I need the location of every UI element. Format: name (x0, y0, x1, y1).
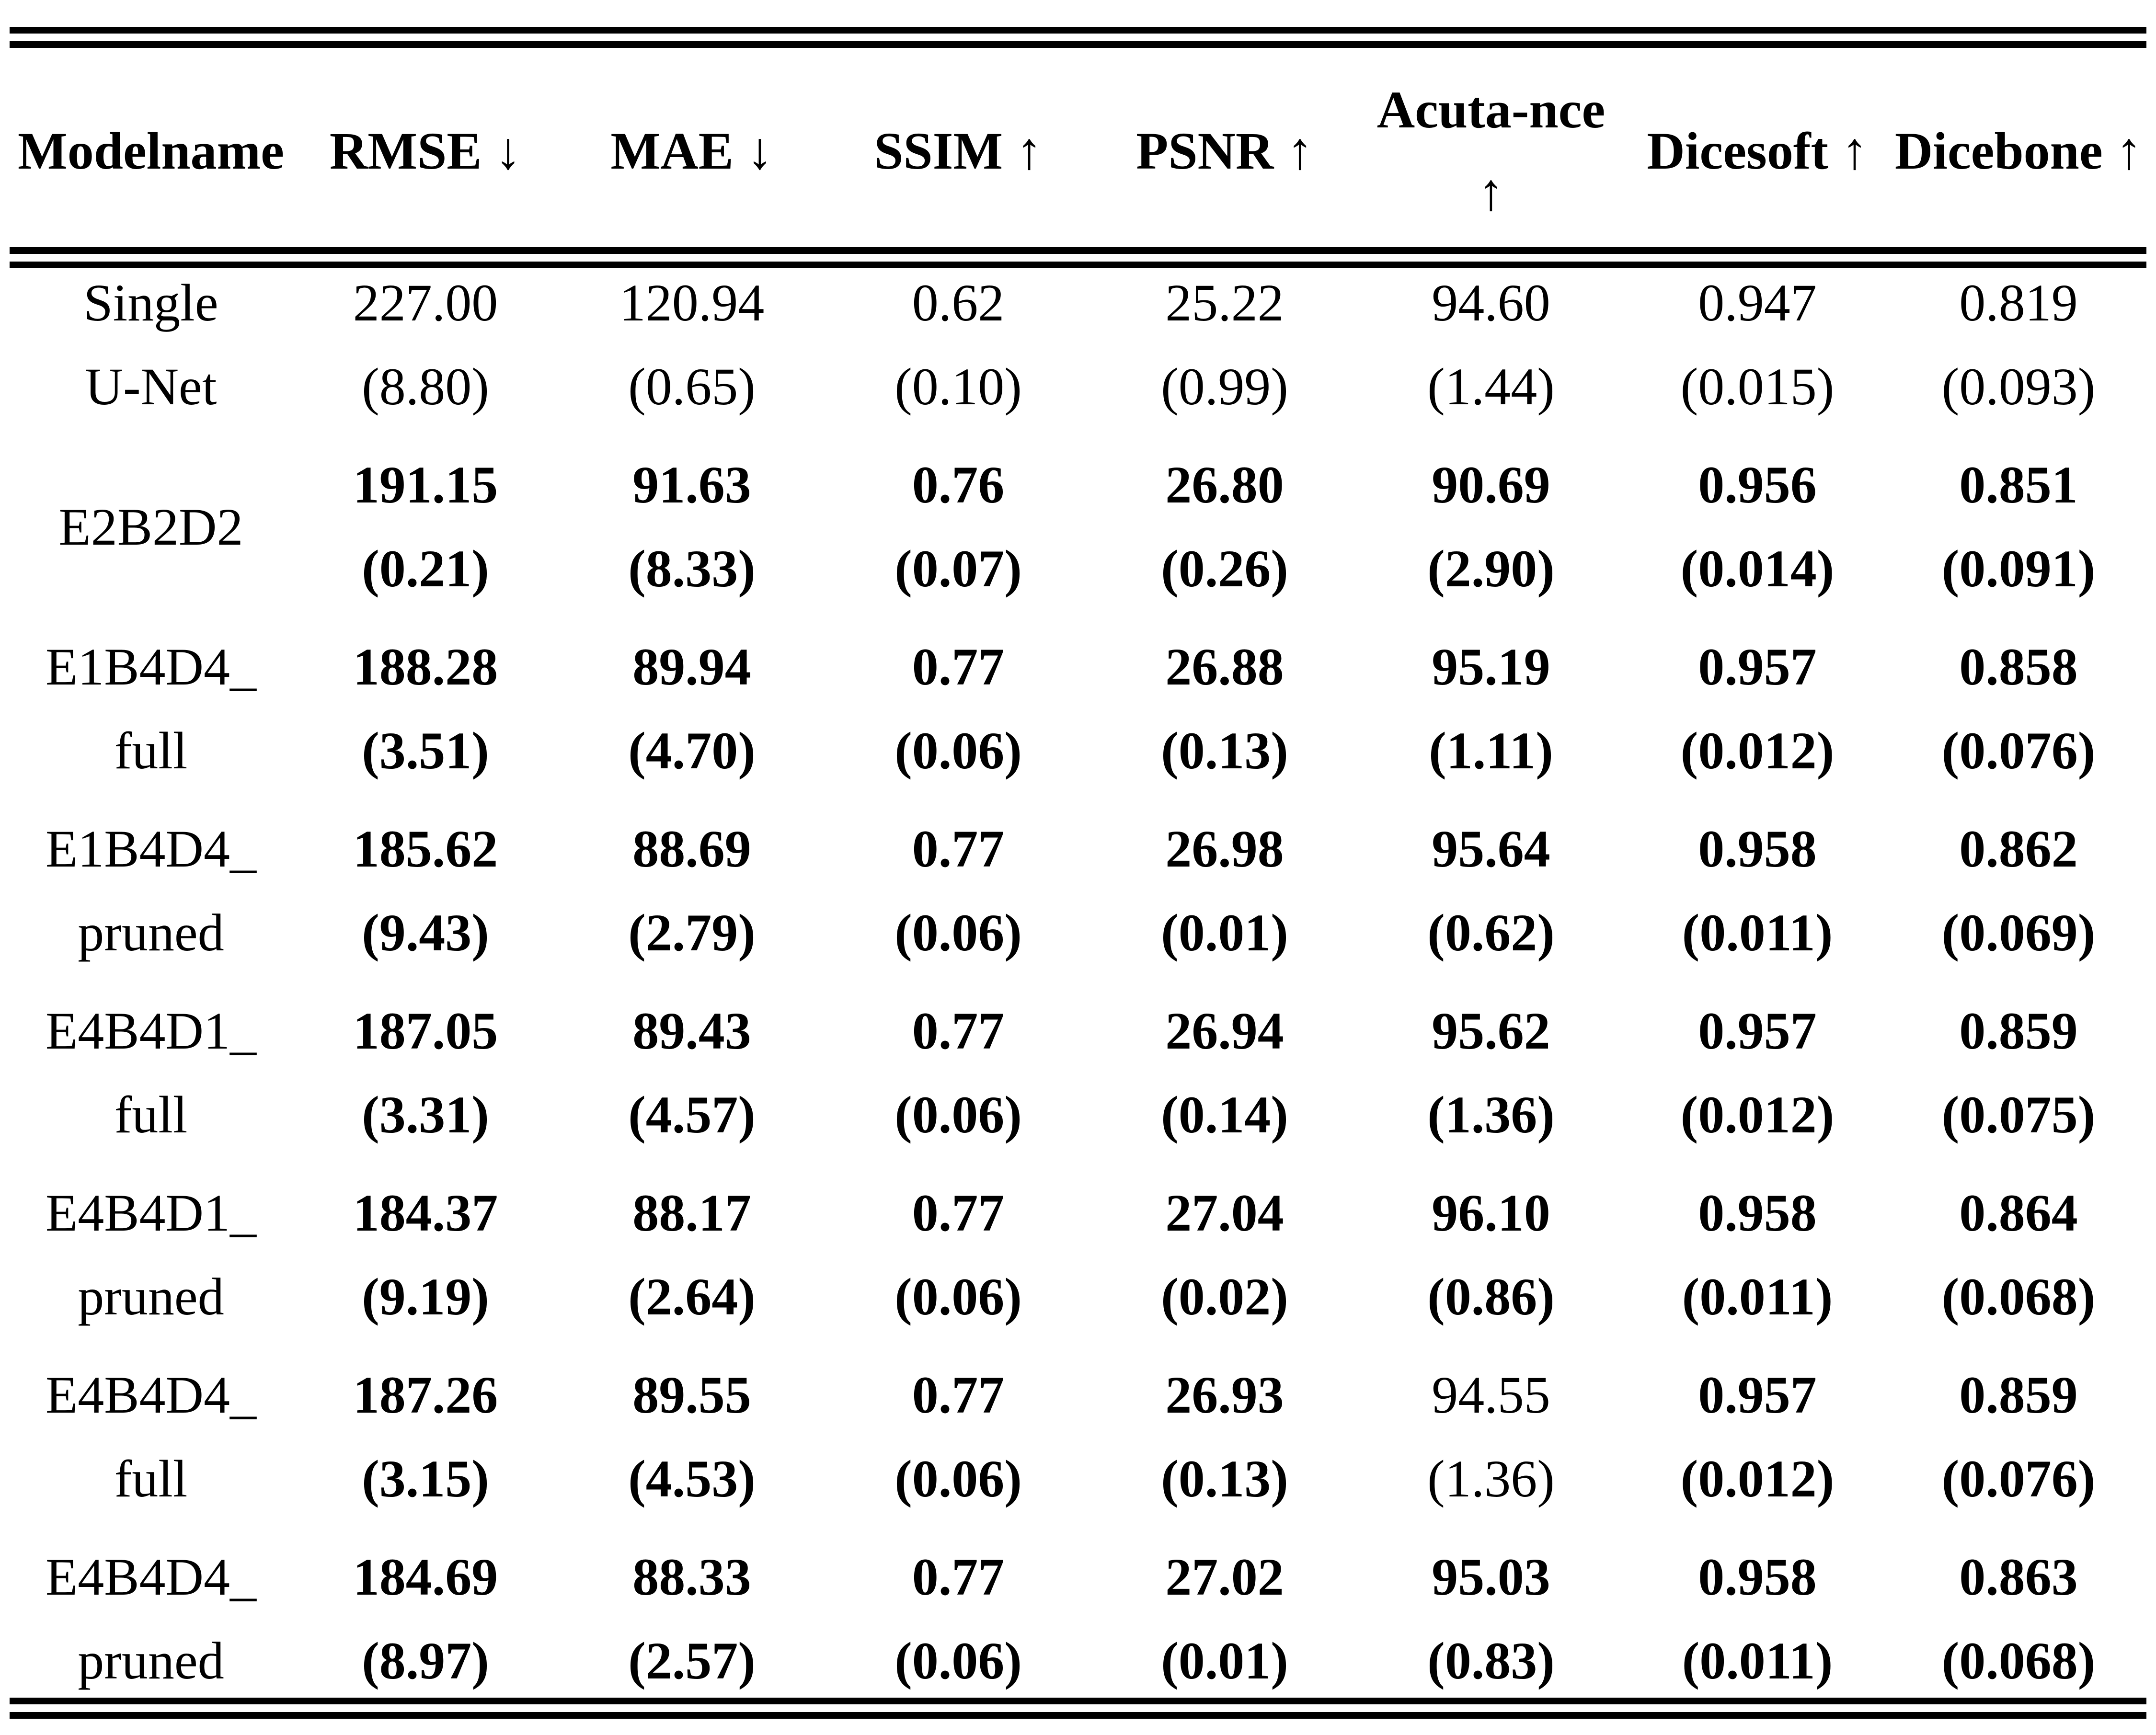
rmse-cell (292, 800, 559, 982)
bottom-rule-outer (10, 1712, 2146, 1719)
dice-bone-sd: (0.068) (1941, 1267, 2096, 1326)
psnr-sd: (0.01) (1161, 1632, 1288, 1690)
dice-bone-cell (1891, 254, 2146, 436)
header-ssim (825, 48, 1091, 254)
dice-bone-sd: (0.069) (1941, 903, 2096, 962)
acutance-cell (1358, 800, 1624, 982)
header-text: SSIM ↑ (874, 122, 1043, 180)
header-text: Dice (1647, 122, 1747, 180)
model-name-cell (10, 982, 292, 1164)
dice-bone-sd: (0.068) (1941, 1632, 2096, 1690)
psnr-cell (1091, 800, 1358, 982)
ssim-mean: 0.77 (912, 638, 1005, 696)
ssim-mean: 0.77 (912, 1184, 1005, 1242)
mae-sd: (8.33) (628, 539, 756, 598)
ssim-sd: (0.06) (895, 1267, 1022, 1326)
acutance-cell (1358, 982, 1624, 1164)
mae-mean: 88.69 (632, 820, 751, 878)
mae-cell (559, 1528, 825, 1710)
ssim-cell (825, 800, 1091, 982)
psnr-mean: 26.94 (1165, 1002, 1284, 1060)
rmse-sd: (3.31) (362, 1085, 489, 1144)
dice-bone-cell (1891, 1164, 2146, 1346)
header-psnr (1091, 48, 1358, 254)
ssim-cell (825, 436, 1091, 618)
mae-sd: (4.57) (628, 1085, 756, 1144)
mae-cell (559, 800, 825, 982)
acutance-mean: 96.10 (1432, 1184, 1550, 1242)
psnr-mean: 26.93 (1165, 1366, 1284, 1424)
dice-soft-sd: (0.014) (1680, 539, 1835, 598)
header-text: Acuta- (1376, 80, 1529, 139)
dice-soft-mean: 0.958 (1698, 1184, 1817, 1242)
ssim-cell (825, 982, 1091, 1164)
dice-bone-cell (1891, 982, 2146, 1164)
dice-bone-mean: 0.858 (1959, 638, 2078, 696)
model-name-cell (10, 800, 292, 982)
rmse-cell (292, 436, 559, 618)
rmse-mean: 184.69 (353, 1548, 498, 1606)
ssim-cell (825, 1528, 1091, 1710)
model-name-text: E2B2D2 (58, 497, 243, 556)
dice-soft-cell (1624, 618, 1891, 800)
acutance-sd: (1.44) (1427, 357, 1555, 416)
acutance-sd: (0.62) (1427, 903, 1555, 962)
dice-soft-mean: 0.956 (1698, 456, 1817, 514)
ssim-cell (825, 1346, 1091, 1528)
dice-soft-cell (1624, 1346, 1891, 1528)
rmse-cell (292, 618, 559, 800)
ssim-sd: (0.06) (895, 721, 1022, 780)
table-row (10, 1528, 2146, 1710)
psnr-sd: (0.99) (1161, 357, 1288, 416)
dice-soft-mean: 0.958 (1698, 820, 1817, 878)
psnr-sd: (0.13) (1161, 1450, 1288, 1508)
mae-cell (559, 1164, 825, 1346)
model-name-text: E4B4D4_ (46, 1548, 256, 1606)
dice-bone-mean: 0.851 (1959, 456, 2078, 514)
ssim-sd: (0.06) (895, 1450, 1022, 1508)
dice-bone-sd: (0.093) (1941, 357, 2096, 416)
mae-sd: (2.79) (628, 903, 756, 962)
table-body (10, 254, 2146, 1710)
rmse-cell (292, 1528, 559, 1710)
acutance-cell (1358, 1346, 1624, 1528)
dice-bone-mean: 0.863 (1959, 1548, 2078, 1606)
header-text: MAE ↓ (610, 122, 773, 180)
model-name-cell (10, 618, 292, 800)
psnr-sd: (0.01) (1161, 903, 1288, 962)
mae-sd: (2.57) (628, 1632, 756, 1690)
rmse-sd: (3.51) (362, 721, 489, 780)
header-model-name (10, 48, 292, 254)
acutance-mean: 94.55 (1432, 1366, 1550, 1424)
rmse-mean: 187.05 (353, 1002, 498, 1060)
ssim-sd: (0.06) (895, 1632, 1022, 1690)
psnr-cell (1091, 1528, 1358, 1710)
dice-soft-mean: 0.957 (1698, 638, 1817, 696)
rmse-mean: 184.37 (353, 1184, 498, 1242)
dice-soft-cell (1624, 436, 1891, 618)
table-row (10, 254, 2146, 436)
dice-soft-sd: (0.012) (1680, 721, 1835, 780)
dice-bone-sd: (0.076) (1941, 1450, 2096, 1508)
model-name-text: E4B4D4_ (46, 1366, 256, 1424)
model-name-text: full (114, 721, 188, 780)
mae-mean: 89.55 (632, 1366, 751, 1424)
psnr-sd: (0.26) (1161, 539, 1288, 598)
dice-soft-sd: (0.015) (1680, 357, 1835, 416)
table-row (10, 1346, 2146, 1528)
mae-sd: (2.64) (628, 1267, 756, 1326)
psnr-cell (1091, 436, 1358, 618)
psnr-mean: 26.98 (1165, 820, 1284, 878)
rmse-sd: (3.15) (362, 1450, 489, 1508)
acutance-sd: (2.90) (1427, 539, 1555, 598)
dice-soft-cell (1624, 1164, 1891, 1346)
ssim-mean: 0.62 (912, 274, 1005, 332)
model-name-text: pruned (78, 1267, 224, 1326)
acutance-sd: (0.86) (1427, 1267, 1555, 1326)
dice-soft-sd: (0.012) (1680, 1085, 1835, 1144)
ssim-sd: (0.06) (895, 1085, 1022, 1144)
rmse-mean: 187.26 (353, 1366, 498, 1424)
mae-mean: 91.63 (632, 456, 751, 514)
rmse-mean: 191.15 (353, 456, 498, 514)
header-text: Dice (1894, 122, 1995, 180)
header-text: RMSE ↓ (329, 122, 522, 180)
model-name-text: full (114, 1085, 188, 1144)
header-mae (559, 48, 825, 254)
model-name-text: E4B4D1_ (46, 1184, 256, 1242)
results-table (10, 48, 2146, 1710)
table-row (10, 982, 2146, 1164)
ssim-cell (825, 1164, 1091, 1346)
acutance-mean: 94.60 (1432, 274, 1550, 332)
mae-sd: (4.53) (628, 1450, 756, 1508)
psnr-cell (1091, 1346, 1358, 1528)
psnr-mean: 26.88 (1165, 638, 1284, 696)
dice-soft-cell (1624, 800, 1891, 982)
model-name-text: full (114, 1450, 188, 1508)
header-text: Model (17, 122, 161, 180)
acutance-sd: (0.83) (1427, 1632, 1555, 1690)
rmse-mean: 227.00 (353, 274, 498, 332)
ssim-mean: 0.77 (912, 1366, 1005, 1424)
header-rmse (292, 48, 559, 254)
mae-cell (559, 1346, 825, 1528)
model-name-cell (10, 1346, 292, 1528)
acutance-cell (1358, 618, 1624, 800)
dice-bone-mean: 0.859 (1959, 1002, 2078, 1060)
dice-bone-mean: 0.862 (1959, 820, 2078, 878)
rmse-cell (292, 982, 559, 1164)
top-rule-inner (10, 41, 2146, 48)
dice-soft-mean: 0.957 (1698, 1366, 1817, 1424)
dice-soft-mean: 0.947 (1698, 274, 1817, 332)
mae-sd: (4.70) (628, 721, 756, 780)
ssim-sd: (0.07) (895, 539, 1022, 598)
table-row (10, 436, 2146, 618)
dice-bone-cell (1891, 1528, 2146, 1710)
ssim-cell (825, 618, 1091, 800)
mae-cell (559, 254, 825, 436)
acutance-cell (1358, 1528, 1624, 1710)
acutance-mean: 95.62 (1432, 1002, 1550, 1060)
mae-mean: 88.33 (632, 1548, 751, 1606)
acutance-sd: (1.36) (1427, 1450, 1555, 1508)
header-text: nce ↑ (1478, 80, 1606, 221)
dice-soft-sd: (0.011) (1682, 1267, 1833, 1326)
acutance-sd: (1.36) (1427, 1085, 1555, 1144)
psnr-mean: 27.02 (1165, 1548, 1284, 1606)
header-text: bone ↑ (1994, 122, 2143, 180)
acutance-mean: 95.64 (1432, 820, 1550, 878)
model-name-cell (10, 436, 292, 618)
acutance-mean: 95.19 (1432, 638, 1550, 696)
ssim-mean: 0.77 (912, 820, 1005, 878)
ssim-mean: 0.77 (912, 1548, 1005, 1606)
table-row (10, 618, 2146, 800)
rmse-cell (292, 254, 559, 436)
model-name-cell (10, 1164, 292, 1346)
ssim-cell (825, 254, 1091, 436)
acutance-cell (1358, 436, 1624, 618)
psnr-sd: (0.14) (1161, 1085, 1288, 1144)
dice-bone-sd: (0.076) (1941, 721, 2096, 780)
model-name-text: pruned (78, 903, 224, 962)
dice-bone-cell (1891, 1346, 2146, 1528)
psnr-mean: 25.22 (1165, 274, 1284, 332)
dice-soft-cell (1624, 982, 1891, 1164)
acutance-mean: 90.69 (1432, 456, 1550, 514)
rmse-mean: 188.28 (353, 638, 498, 696)
dice-soft-mean: 0.957 (1698, 1002, 1817, 1060)
dice-bone-mean: 0.859 (1959, 1366, 2078, 1424)
mae-mean: 89.94 (632, 638, 751, 696)
header-acutance (1358, 48, 1624, 254)
rmse-sd: (0.21) (362, 539, 489, 598)
dice-soft-sd: (0.012) (1680, 1450, 1835, 1508)
ssim-mean: 0.77 (912, 1002, 1005, 1060)
rmse-sd: (9.19) (362, 1267, 489, 1326)
ssim-sd: (0.06) (895, 903, 1022, 962)
rmse-sd: (8.97) (362, 1632, 489, 1690)
header-dice-bone (1891, 48, 2146, 254)
header-text: soft ↑ (1746, 122, 1868, 180)
psnr-mean: 27.04 (1165, 1184, 1284, 1242)
dice-bone-cell (1891, 618, 2146, 800)
rmse-cell (292, 1164, 559, 1346)
model-name-cell (10, 1528, 292, 1710)
rmse-sd: (9.43) (362, 903, 489, 962)
header-text: name (161, 122, 285, 180)
psnr-cell (1091, 618, 1358, 800)
dice-bone-sd: (0.091) (1941, 539, 2096, 598)
mae-mean: 120.94 (619, 274, 765, 332)
dice-bone-sd: (0.075) (1941, 1085, 2096, 1144)
model-name-text: U-Net (85, 357, 217, 416)
header-text: PSNR ↑ (1136, 122, 1313, 180)
top-rule-outer (10, 27, 2146, 34)
dice-soft-mean: 0.958 (1698, 1548, 1817, 1606)
dice-bone-mean: 0.819 (1959, 274, 2078, 332)
ssim-sd: (0.10) (895, 357, 1022, 416)
header-dice-soft (1624, 48, 1891, 254)
dice-soft-cell (1624, 1528, 1891, 1710)
psnr-mean: 26.80 (1165, 456, 1284, 514)
psnr-sd: (0.13) (1161, 721, 1288, 780)
mae-cell (559, 618, 825, 800)
model-name-text: E1B4D4_ (46, 820, 256, 878)
dice-soft-cell (1624, 254, 1891, 436)
mae-sd: (0.65) (628, 357, 756, 416)
mae-cell (559, 436, 825, 618)
rmse-sd: (8.80) (362, 357, 489, 416)
ssim-mean: 0.76 (912, 456, 1005, 514)
acutance-mean: 95.03 (1432, 1548, 1550, 1606)
dice-soft-sd: (0.011) (1682, 903, 1833, 962)
acutance-sd: (1.11) (1429, 721, 1553, 780)
model-name-text: E4B4D1_ (46, 1002, 256, 1060)
psnr-cell (1091, 254, 1358, 436)
dice-bone-mean: 0.864 (1959, 1184, 2078, 1242)
rmse-cell (292, 1346, 559, 1528)
header-row (10, 48, 2146, 254)
rmse-mean: 185.62 (353, 820, 498, 878)
mae-mean: 89.43 (632, 1002, 751, 1060)
mae-cell (559, 982, 825, 1164)
table-row (10, 800, 2146, 982)
model-name-cell (10, 254, 292, 436)
dice-bone-cell (1891, 800, 2146, 982)
psnr-cell (1091, 982, 1358, 1164)
model-name-text: Single (83, 274, 218, 332)
table-row (10, 1164, 2146, 1346)
psnr-cell (1091, 1164, 1358, 1346)
model-name-text: E1B4D4_ (46, 638, 256, 696)
model-name-text: pruned (78, 1632, 224, 1690)
acutance-cell (1358, 254, 1624, 436)
dice-soft-sd: (0.011) (1682, 1632, 1833, 1690)
acutance-cell (1358, 1164, 1624, 1346)
mae-mean: 88.17 (632, 1184, 751, 1242)
psnr-sd: (0.02) (1161, 1267, 1288, 1326)
dice-bone-cell (1891, 436, 2146, 618)
